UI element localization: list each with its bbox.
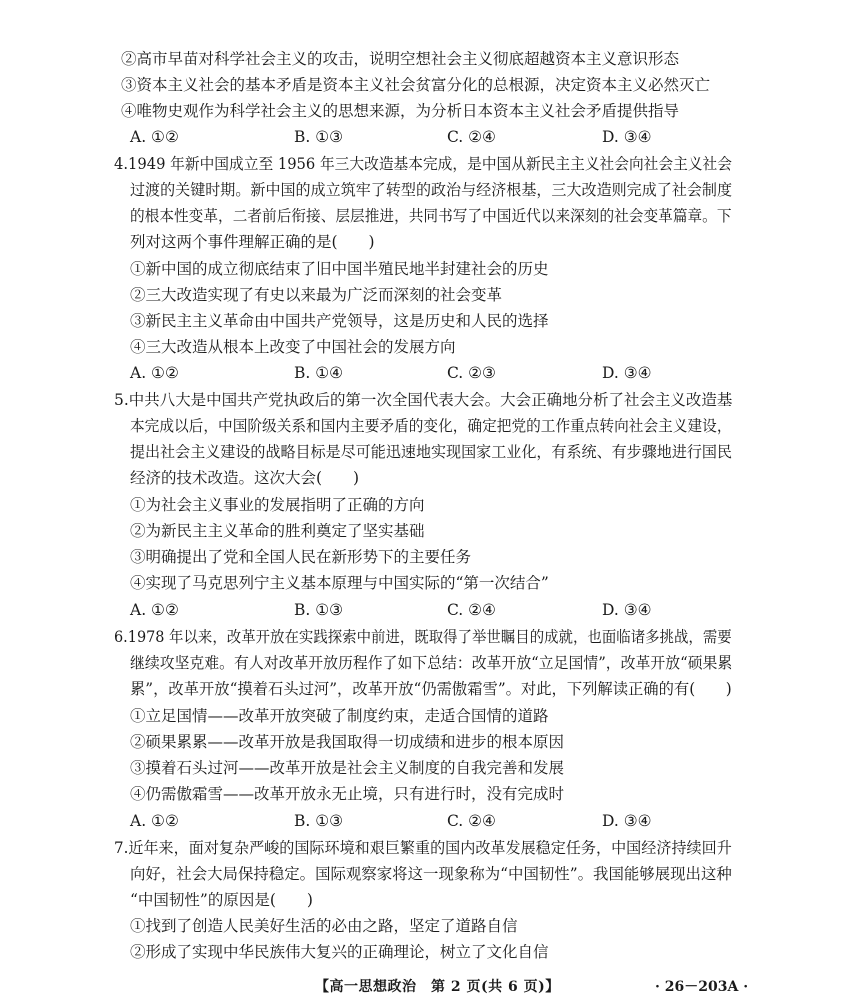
q6-statement-4: ④仍需傲霜雪——改革开放永无止境，只有进行时，没有完成时 (130, 785, 565, 803)
q5-option-a[interactable]: A. ①② (130, 601, 179, 619)
q4-stem-line-1: 4.1949 年新中国成立至 1956 年三大改造基本完成，是中国从新民主主义社会向社会主义社会 (114, 155, 732, 173)
q6-stem-line-3: 累”，改革开放“摸着石头过河”，改革开放“仍需傲霜雪”。对此，下列解读正确的有( ) (130, 680, 732, 698)
q3-statement-2: ②高市早苗对科学社会主义的攻击，说明空想社会主义彻底超越资本主义意识形态 (121, 50, 680, 68)
q5-statement-2: ②为新民主主义革命的胜利奠定了坚实基础 (130, 522, 425, 540)
q7-statement-2: ②形成了实现中华民族伟大复兴的正确理论，树立了文化自信 (130, 943, 549, 961)
page-footer (0, 970, 842, 1000)
q3-option-d[interactable]: D. ③④ (602, 128, 652, 146)
q5-statement-3: ③明确提出了党和全国人民在新形势下的主要任务 (130, 548, 472, 566)
q3-options (0, 124, 842, 150)
q5-option-c[interactable]: C. ②④ (447, 601, 496, 619)
q4-option-d[interactable]: D. ③④ (602, 364, 652, 382)
footer-page-info: 【高一思想政治 第 2 页(共 6 页)】 (315, 979, 560, 995)
q4-stem-line-3: 的根本性变革，二者前后衔接、层层推进，共同书写了中国近代以来深刻的社会变革篇章。下 (130, 207, 732, 225)
q6-statement-1: ①立足国情——改革开放突破了制度约束，走适合国情的道路 (130, 707, 549, 725)
q4-options (0, 360, 842, 386)
q5-statement-4: ④实现了马克思列宁主义基本原理与中国实际的“第一次结合” (130, 574, 549, 592)
q5-option-d[interactable]: D. ③④ (602, 601, 652, 619)
q4-option-b[interactable]: B. ①④ (294, 364, 344, 382)
q3-option-a[interactable]: A. ①② (130, 128, 179, 146)
q6-stem-line-1: 6.1978 年以来，改革开放在实践探索中前进，既取得了举世瞩目的成就，也面临诸多挑战，需要 (114, 628, 732, 646)
q6-statement-3: ③摸着石头过河——改革开放是社会主义制度的自我完善和发展 (130, 759, 565, 777)
q6-option-d[interactable]: D. ③④ (602, 812, 652, 830)
q6-option-c[interactable]: C. ②④ (447, 812, 496, 830)
q3-option-b[interactable]: B. ①③ (294, 128, 344, 146)
q4-statement-4: ④三大改造从根本上改变了中国社会的发展方向 (130, 338, 456, 356)
q5-statement-1: ①为社会主义事业的发展指明了正确的方向 (130, 496, 425, 514)
q4-statement-2: ②三大改造实现了有史以来最为广泛而深刻的社会变革 (130, 286, 503, 304)
q7-stem-line-3: “中国韧性”的原因是( ) (130, 891, 313, 909)
q7-stem-line-1: 7.近年来，面对复杂严峻的国际环境和艰巨繁重的国内改革发展稳定任务，中国经济持续回升 (114, 839, 732, 857)
q6-options (0, 808, 842, 834)
q6-option-b[interactable]: B. ①③ (294, 812, 344, 830)
q7-statement-1: ①找到了创造人民美好生活的必由之路，坚定了道路自信 (130, 917, 518, 935)
footer-paper-code: · 26－203A · (655, 979, 749, 995)
q5-stem-line-3: 提出社会主义建设的战略目标是尽可能迅速地实现国家工业化，有系统、有步骤地进行国民 (130, 443, 733, 461)
q4-statement-3: ③新民主主义革命由中国共产党领导，这是历史和人民的选择 (130, 312, 549, 330)
q7-stem-line-2: 向好，社会大局保持稳定。国际观察家将这一现象称为“中国韧性”。我国能够展现出这种 (130, 865, 732, 883)
q4-stem-line-4: 列对这两个事件理解正确的是( ) (130, 233, 375, 251)
q5-stem-line-2: 本完成以后，中国阶级关系和国内主要矛盾的变化，确定把党的工作重点转向社会主义建设， (130, 417, 732, 435)
q5-stem-line-1: 5.中共八大是中国共产党执政后的第一次全国代表大会。大会正确地分析了社会主义改造基 (114, 391, 733, 409)
q5-stem-line-4: 经济的技术改造。这次大会( ) (130, 469, 360, 487)
q4-option-c[interactable]: C. ②③ (447, 364, 496, 382)
q3-option-c[interactable]: C. ②④ (447, 128, 496, 146)
q4-stem-line-2: 过渡的关键时期。新中国的成立筑牢了转型的政治与经济根基，三大改造则完成了社会制度 (130, 181, 733, 199)
q3-statement-3: ③资本主义社会的基本矛盾是资本主义社会贫富分化的总根源，决定资本主义必然灭亡 (121, 76, 711, 94)
q5-option-b[interactable]: B. ①③ (294, 601, 344, 619)
q3-statement-4: ④唯物史观作为科学社会主义的思想来源，为分析日本资本主义社会矛盾提供指导 (121, 102, 680, 120)
q6-option-a[interactable]: A. ①② (130, 812, 179, 830)
q4-option-a[interactable]: A. ①② (130, 364, 179, 382)
q6-stem-line-2: 继续攻坚克难。有人对改革开放历程作了如下总结：改革开放“立足国情”，改革开放“硕果累 (130, 654, 733, 672)
q6-statement-2: ②硕果累累——改革开放是我国取得一切成绩和进步的根本原因 (130, 733, 565, 751)
q4-statement-1: ①新中国的成立彻底结束了旧中国半殖民地半封建社会的历史 (130, 260, 549, 278)
q5-options (0, 597, 842, 623)
